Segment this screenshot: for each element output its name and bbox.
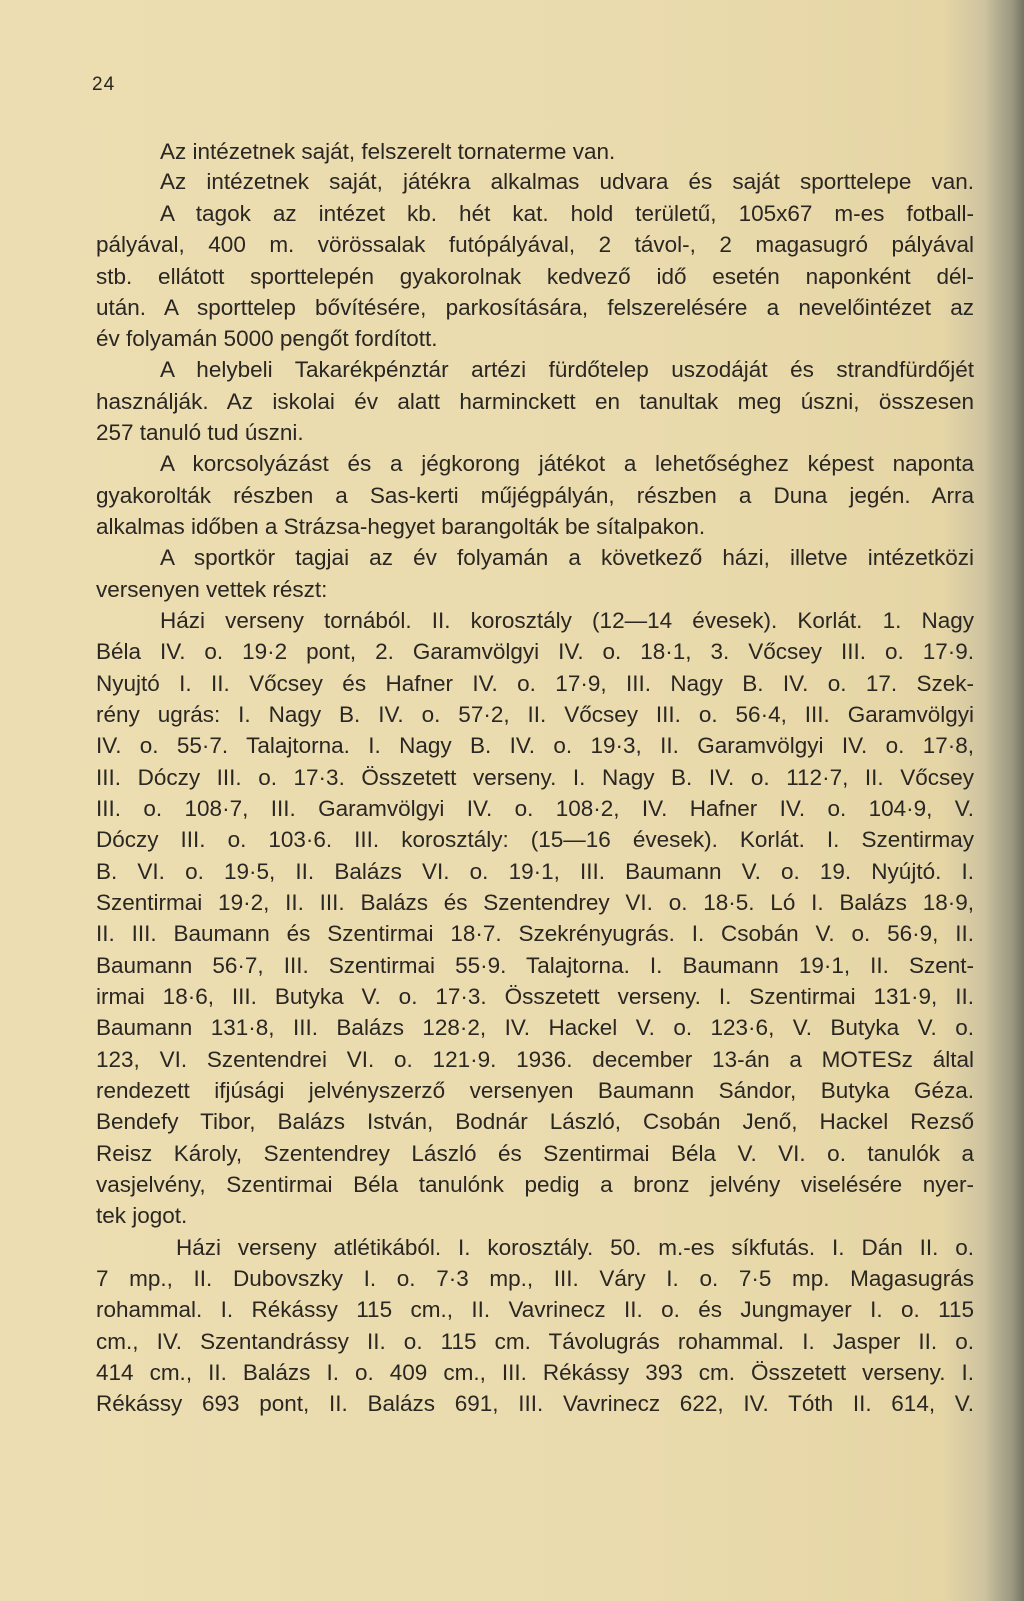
text-line: Dóczy III. o. 103·6. III. korosztály: (15—16 évesek). Korlát. I. Szentirmay — [96, 827, 974, 852]
text-line: Házi verseny atlétikából. I. korosztály. 50. m.-es síkfutás. I. Dán II. o. — [176, 1235, 974, 1260]
text-line: versenyen vettek részt: — [96, 577, 328, 602]
text-line: Szentirmai 19·2, II. III. Balázs és Szentendrey VI. o. 18·5. Ló I. Balázs 18·9, — [96, 890, 974, 915]
text-line: stb. ellátott sporttelepén gyakorolnak kedvező idő esetén naponként dél- — [96, 264, 974, 289]
text-line: A helybeli Takarékpénztár artézi fürdőtelep uszodáját és strandfürdőjét — [160, 357, 974, 382]
text-line: Béla IV. o. 19·2 pont, 2. Garamvölgyi IV. o. 18·1, 3. Vőcsey III. o. 17·9. — [96, 639, 974, 664]
text-line: pályával, 400 m. vörössalak futópályával, 2 távol-, 2 magasugró pályával — [96, 232, 974, 257]
text-line: 257 tanuló tud úszni. — [96, 420, 304, 445]
text-line: Baumann 131·8, III. Balázs 128·2, IV. Hackel V. o. 123·6, V. Butyka V. o. — [96, 1015, 974, 1040]
page-number: 24 — [92, 74, 116, 95]
text-line: IV. o. 55·7. Talajtorna. I. Nagy B. IV. o. 19·3, II. Garamvölgyi IV. o. 17·8, — [96, 733, 974, 758]
text-line: tek jogot. — [96, 1203, 188, 1228]
text-line: után. A sporttelep bővítésére, parkosítására, felszerelésére a nevelőintézet az — [96, 295, 974, 320]
text-line: Nyujtó I. II. Vőcsey és Hafner IV. o. 17·9, III. Nagy B. IV. o. 17. Szek- — [96, 671, 974, 696]
text-line: III. Dóczy III. o. 17·3. Összetett verseny. I. Nagy B. IV. o. 112·7, II. Vőcsey — [96, 765, 974, 790]
text-line: rohammal. I. Rékássy 115 cm., II. Vavrinecz II. o. és Jungmayer I. o. 115 — [96, 1297, 974, 1322]
text-line: alkalmas időben a Strázsa-hegyet barangolták be sítalpakon. — [96, 514, 706, 539]
text-line: irmai 18·6, III. Butyka V. o. 17·3. Összetett verseny. I. Szentirmai 131·9, II. — [96, 984, 974, 1009]
text-line: A korcsolyázást és a jégkorong játékot a lehetőséghez képest naponta — [160, 451, 974, 476]
text-line: A tagok az intézet kb. hét kat. hold területű, 105x67 m-es fotball- — [160, 201, 974, 226]
binding-edge-shadow — [984, 0, 1024, 1601]
text-line: használják. Az iskolai év alatt harminckett en tanultak meg úszni, összesen — [96, 389, 974, 414]
text-line: Az intézetnek saját, felszerelt tornaterme van. — [160, 139, 616, 164]
text-line: III. o. 108·7, III. Garamvölgyi IV. o. 108·2, IV. Hafner IV. o. 104·9, V. — [96, 796, 974, 821]
text-line: Rékássy 693 pont, II. Balázs 691, III. Vavrinecz 622, IV. Tóth II. 614, V. — [96, 1391, 974, 1416]
text-line: 123, VI. Szentendrei VI. o. 121·9. 1936. december 13-án a MOTESz által — [96, 1047, 974, 1072]
text-line: B. VI. o. 19·5, II. Balázs VI. o. 19·1, III. Baumann V. o. 19. Nyújtó. I. — [96, 859, 974, 884]
text-line: Reisz Károly, Szentendrey László és Szentirmai Béla V. VI. o. tanulók a — [96, 1141, 974, 1166]
text-line: rendezett ifjúsági jelvényszerző versenyen Baumann Sándor, Butyka Géza. — [96, 1078, 974, 1103]
text-line: Házi verseny tornából. II. korosztály (12—14 évesek). Korlát. 1. Nagy — [160, 608, 974, 633]
text-line: 414 cm., II. Balázs I. o. 409 cm., III. Rékássy 393 cm. Összetett verseny. I. — [96, 1360, 974, 1385]
text-line: rény ugrás: I. Nagy B. IV. o. 57·2, II. Vőcsey III. o. 56·4, III. Garamvölgyi — [96, 702, 974, 727]
text-line: Baumann 56·7, III. Szentirmai 55·9. Talajtorna. I. Baumann 19·1, II. Szent- — [96, 953, 974, 978]
text-line: Az intézetnek saját, játékra alkalmas udvara és saját sporttelepe van. — [160, 169, 974, 194]
text-line: Bendefy Tibor, Balázs István, Bodnár László, Csobán Jenő, Hackel Rezső — [96, 1109, 974, 1134]
text-line: év folyamán 5000 pengőt fordított. — [96, 326, 438, 351]
text-line: 7 mp., II. Dubovszky I. o. 7·3 mp., III. Váry I. o. 7·5 mp. Magasugrás — [96, 1266, 974, 1291]
text-line: cm., IV. Szentandrássy II. o. 115 cm. Távolugrás rohammal. I. Jasper II. o. — [96, 1329, 974, 1354]
text-line: A sportkör tagjai az év folyamán a következő házi, illetve intézetközi — [160, 545, 974, 570]
text-line: gyakorolták részben a Sas-kerti műjégpályán, részben a Duna jegén. Arra — [96, 483, 974, 508]
text-line: II. III. Baumann és Szentirmai 18·7. Szekrényugrás. I. Csobán V. o. 56·9, II. — [96, 921, 974, 946]
text-line: vasjelvény, Szentirmai Béla tanulónk pedig a bronz jelvény viselésére nyer- — [96, 1172, 974, 1197]
